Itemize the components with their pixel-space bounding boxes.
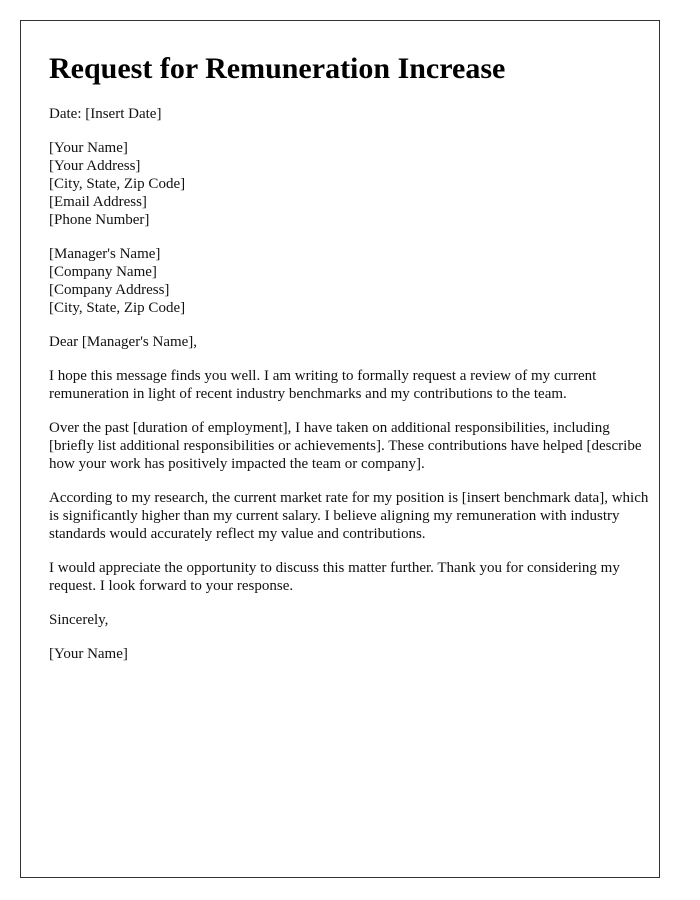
sender-city-state-zip: [City, State, Zip Code] <box>49 176 186 192</box>
recipient-manager-name: [Manager's Name] <box>49 246 161 262</box>
letter-salutation: Dear [Manager's Name], <box>49 334 198 350</box>
recipient-city-state-zip: [City, State, Zip Code] <box>49 300 186 316</box>
body-paragraph-closing-request: I would appreciate the opportunity to discuss this matter further. Thank you for considering my request. I look forward to your response. <box>49 560 620 594</box>
sender-email: [Email Address] <box>49 194 147 210</box>
body-paragraph-intro: I hope this message finds you well. I am writing to formally request a review of my current remuneration in light of recent industry benchmarks and my contributions to the team. <box>49 368 597 402</box>
letter-closing: Sincerely, <box>49 612 109 628</box>
letter-date: Date: [Insert Date] <box>49 106 162 122</box>
recipient-company-name: [Company Name] <box>49 264 157 280</box>
letter-signature: [Your Name] <box>49 646 128 662</box>
sender-address: [Your Address] <box>49 158 141 174</box>
body-paragraph-contributions: Over the past [duration of employment], I have taken on additional responsibilities, including [briefly list additional responsibilities or achievements]. These contributions have helped [describe how your work has positively impacted the team or company]. <box>49 420 642 472</box>
recipient-address-block <box>49 245 649 317</box>
sender-phone: [Phone Number] <box>49 212 150 228</box>
recipient-company-address: [Company Address] <box>49 282 170 298</box>
letter-content <box>49 51 649 679</box>
body-paragraph-market-rate: According to my research, the current market rate for my position is [insert benchmark data], which is significantly higher than my current salary. I believe aligning my remuneration with industry standards would accurately reflect my value and contributions. <box>49 490 649 542</box>
letter-title: Request for Remuneration Increase <box>49 52 506 85</box>
sender-name: [Your Name] <box>49 140 128 156</box>
sender-address-block <box>49 139 649 229</box>
letter-page <box>20 20 660 878</box>
